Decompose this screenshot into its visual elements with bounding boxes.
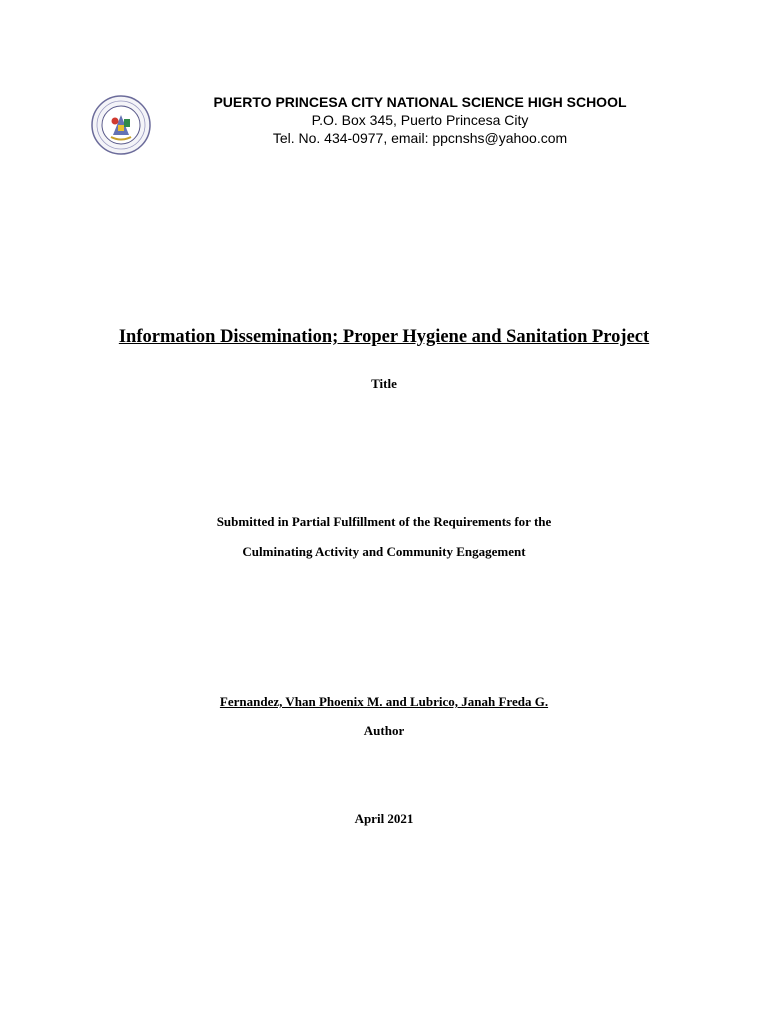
school-contact: Tel. No. 434-0977, email: ppcnshs@yahoo.com — [272, 130, 568, 146]
document-title: Information Dissemination; Proper Hygiene and Sanitation Project — [118, 327, 650, 347]
letterhead — [170, 93, 670, 147]
submission-statement-line2: Culminating Activity and Community Engagement — [242, 544, 526, 559]
document-date: April 2021 — [354, 811, 414, 826]
submission-statement-line1: Submitted in Partial Fulfillment of the Requirements for the — [216, 514, 552, 529]
school-seal-icon — [91, 95, 151, 155]
author-label: Author — [363, 723, 405, 738]
author-names: Fernandez, Vhan Phoenix M. and Lubrico, Janah Freda G. — [219, 694, 549, 709]
title-label: Title — [371, 376, 397, 391]
school-name: PUERTO PRINCESA CITY NATIONAL SCIENCE HIGH SCHOOL — [213, 94, 627, 110]
school-address: P.O. Box 345, Puerto Princesa City — [311, 112, 529, 128]
